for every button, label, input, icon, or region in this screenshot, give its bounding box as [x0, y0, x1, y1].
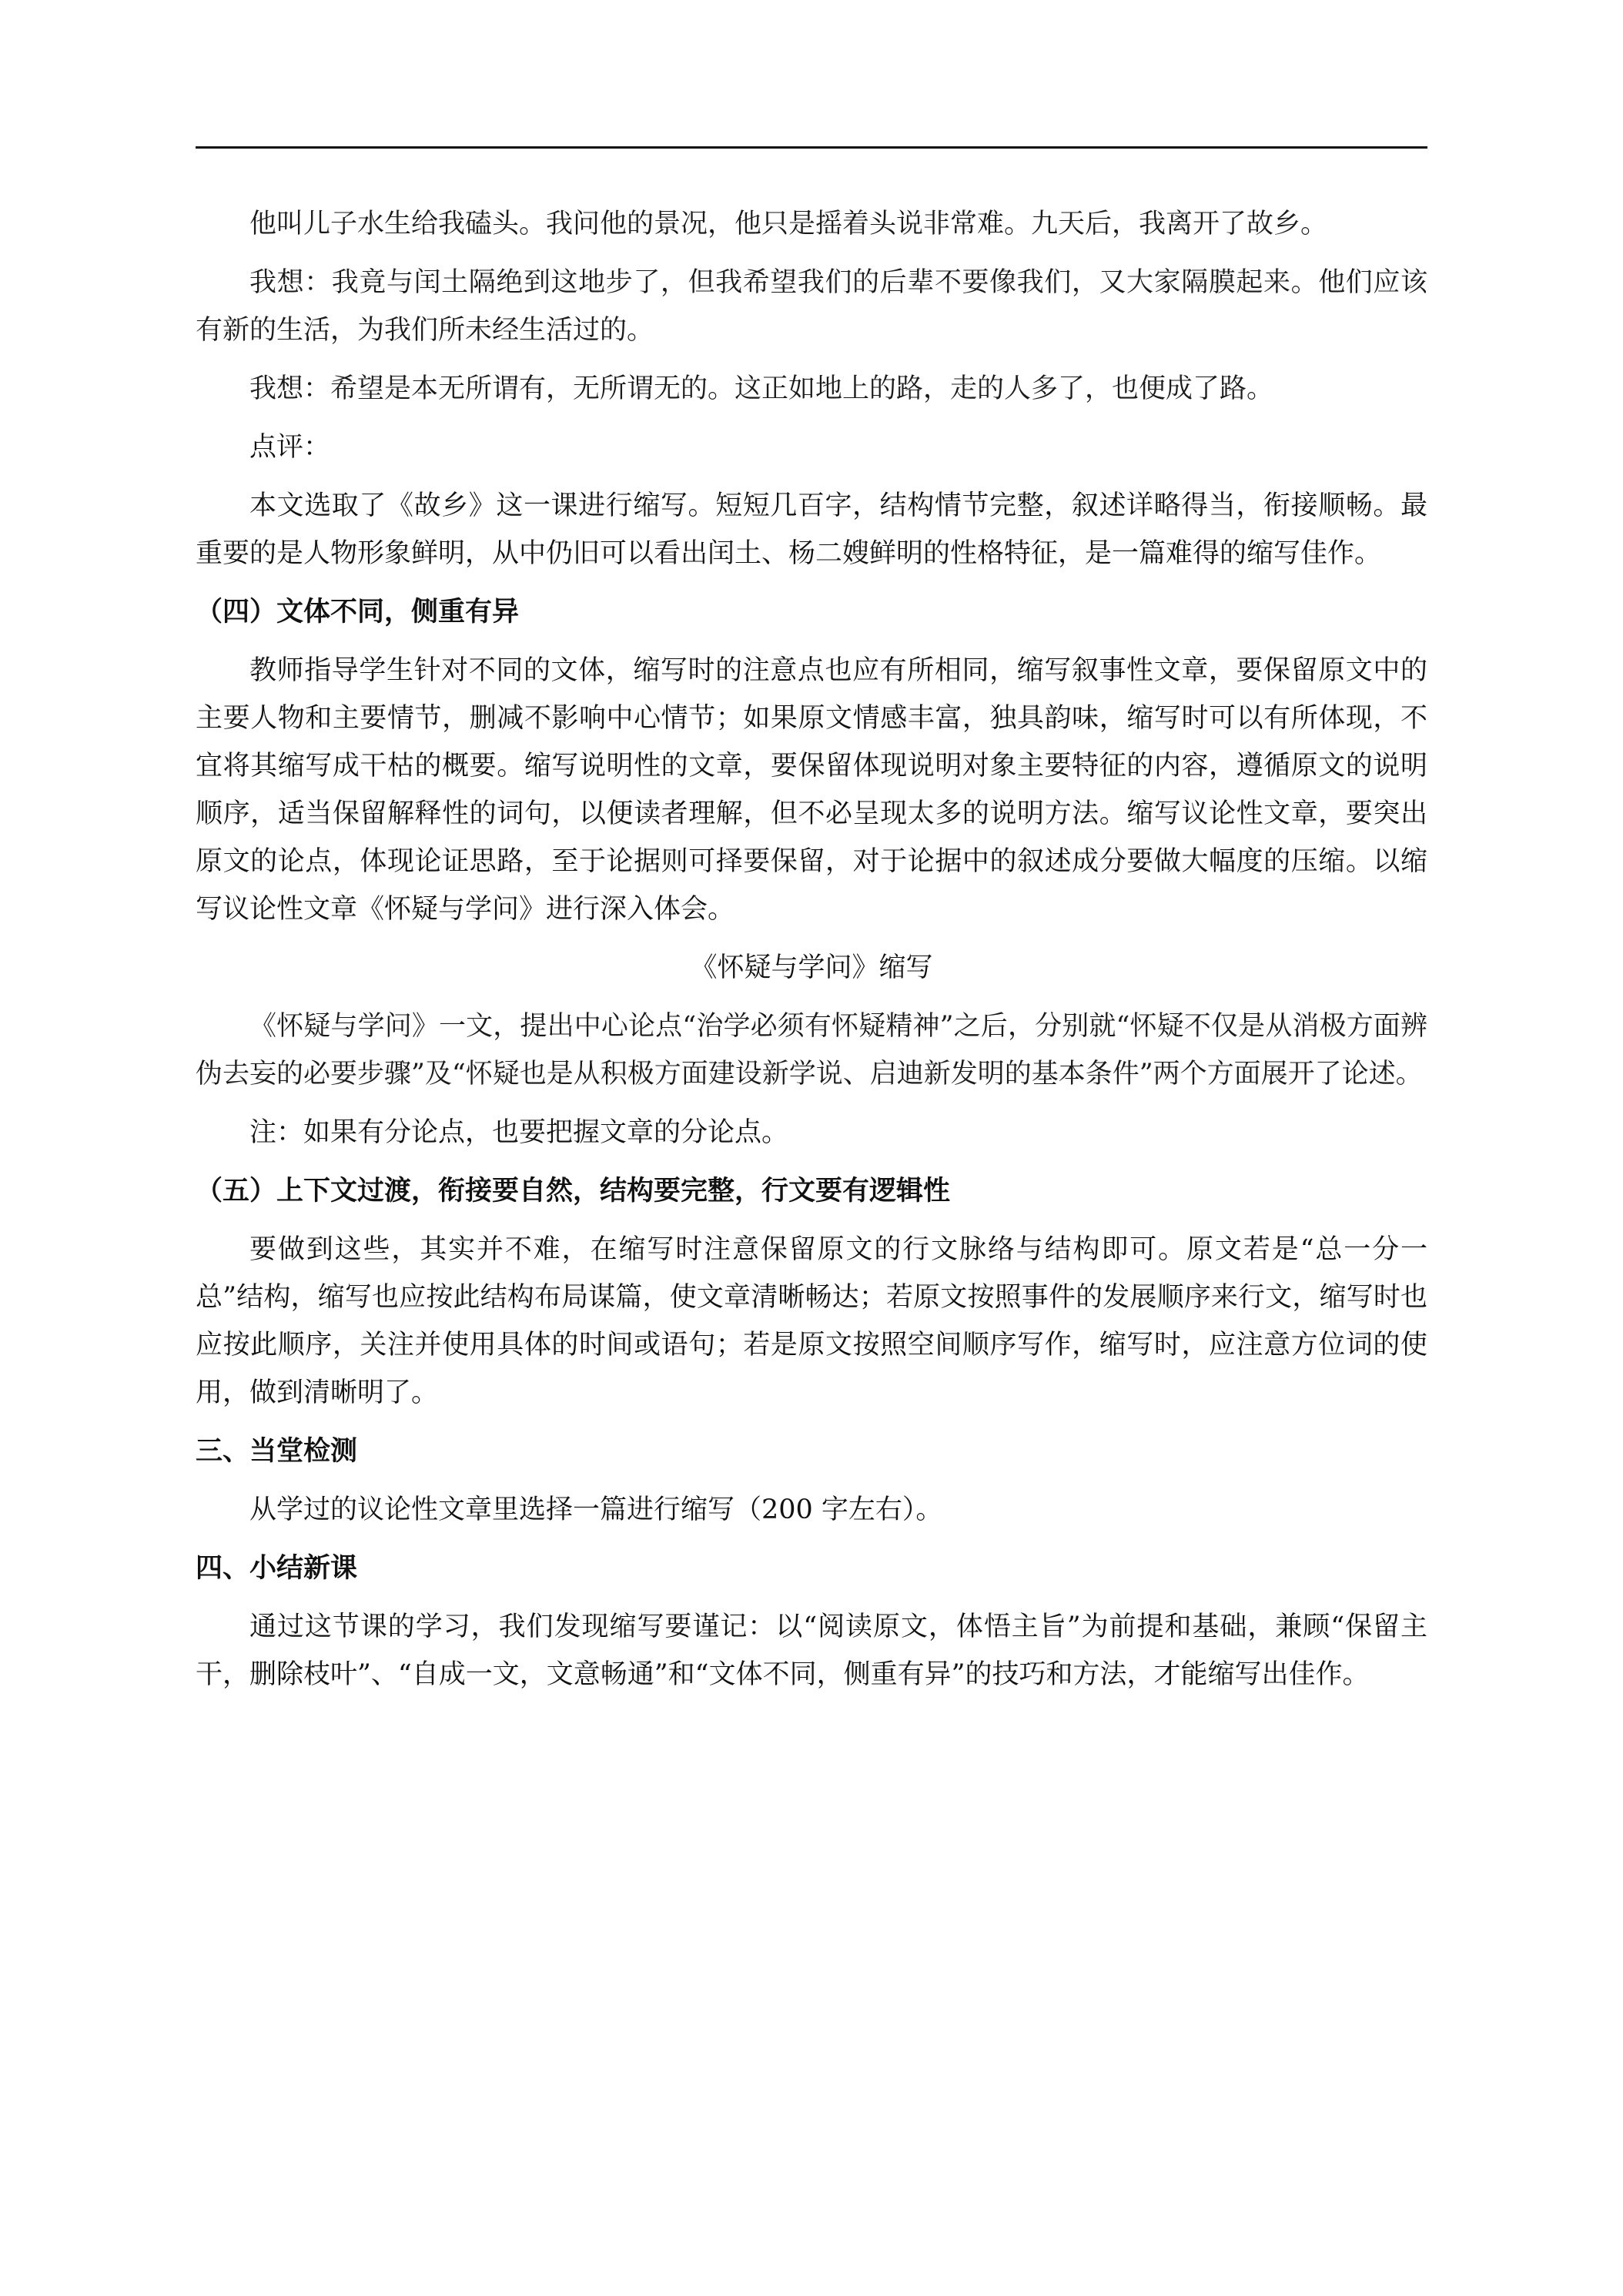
review-label: 点评：: [249, 432, 331, 463]
story-paragraph-2: 我想：我竟与闰土隔绝到这地步了，但我希望我们的后辈不要像我们，又大家隔膜起来。他们应该有新的生活，为我们所未经生活过的。: [196, 267, 1427, 346]
section4-heading: （四）文体不同，侧重有异: [196, 597, 520, 628]
part4-heading: 四、小结新课: [196, 1553, 358, 1584]
part3-heading: 三、当堂检测: [196, 1436, 358, 1467]
section4-text: 教师指导学生针对不同的文体，缩写时的注意点也应有所相同，缩写叙事性文章，要保留原文中的主要人物和主要情节，删减不影响中心情节；如果原文情感丰富，独具韵味，缩写时可以有所体现，不宜将其缩写成干枯的概要。缩写说明性的文章，要保留体现说明对象主要特征的内容，遵循原文的说明顺序，适当保留解释性的词句，以便读者理解，但不必呈现太多的说明方法。缩写议论性文章，要突出原文的论点，体现论证思路，至于论据则可择要保留，对于论据中的叙述成分要做大幅度的压缩。以缩写议论性文章《怀疑与学问》进行深入体会。: [196, 655, 1427, 925]
review-text: 本文选取了《故乡》这一课进行缩写。短短几百字，结构情节完整，叙述详略得当，衔接顺畅。最重要的是人物形象鲜明，从中仍旧可以看出闰土、杨二嫂鲜明的性格特征，是一篇难得的缩写佳作。: [196, 490, 1427, 569]
example-note: 注：如果有分论点，也要把握文章的分论点。: [249, 1117, 789, 1148]
header-rule: [196, 146, 1427, 149]
example-title: 《怀疑与学问》缩写: [690, 952, 933, 983]
section5-text: 要做到这些，其实并不难，在缩写时注意保留原文的行文脉络与结构即可。原文若是“总一分一总”结构，缩写也应按此结构布局谋篇，使文章清晰畅达；若原文按照事件的发展顺序来行文，缩写时也应按此顺序，关注并使用具体的时间或语句；若是原文按照空间顺序写作，缩写时，应注意方位词的使用，做到清晰明了。: [196, 1234, 1427, 1408]
section5-heading: （五）上下文过渡，衔接要自然，结构要完整，行文要有逻辑性: [196, 1176, 951, 1207]
part4-text: 通过这节课的学习，我们发现缩写要谨记：以“阅读原文，体悟主旨”为前提和基础，兼顾“保留主干，删除枝叶”、“自成一文，文意畅通”和“文体不同，侧重有异”的技巧和方法，才能缩写出佳作。: [196, 1612, 1427, 1690]
story-paragraph-3: 我想：希望是本无所谓有，无所谓无的。这正如地上的路，走的人多了，也便成了路。: [249, 373, 1274, 404]
part3-text: 从学过的议论性文章里选择一篇进行缩写（200 字左右）。: [249, 1494, 943, 1525]
document-content: [196, 200, 1427, 1699]
story-paragraph-1: 他叫儿子水生给我磕头。我问他的景况，他只是摇着头说非常难。九天后，我离开了故乡。: [249, 209, 1328, 239]
example-text: 《怀疑与学问》一文，提出中心论点“治学必须有怀疑精神”之后，分别就“怀疑不仅是从消极方面辨伪去妄的必要步骤”及“怀疑也是从积极方面建设新学说、启迪新发明的基本条件”两个方面展开了论述。: [196, 1011, 1427, 1089]
